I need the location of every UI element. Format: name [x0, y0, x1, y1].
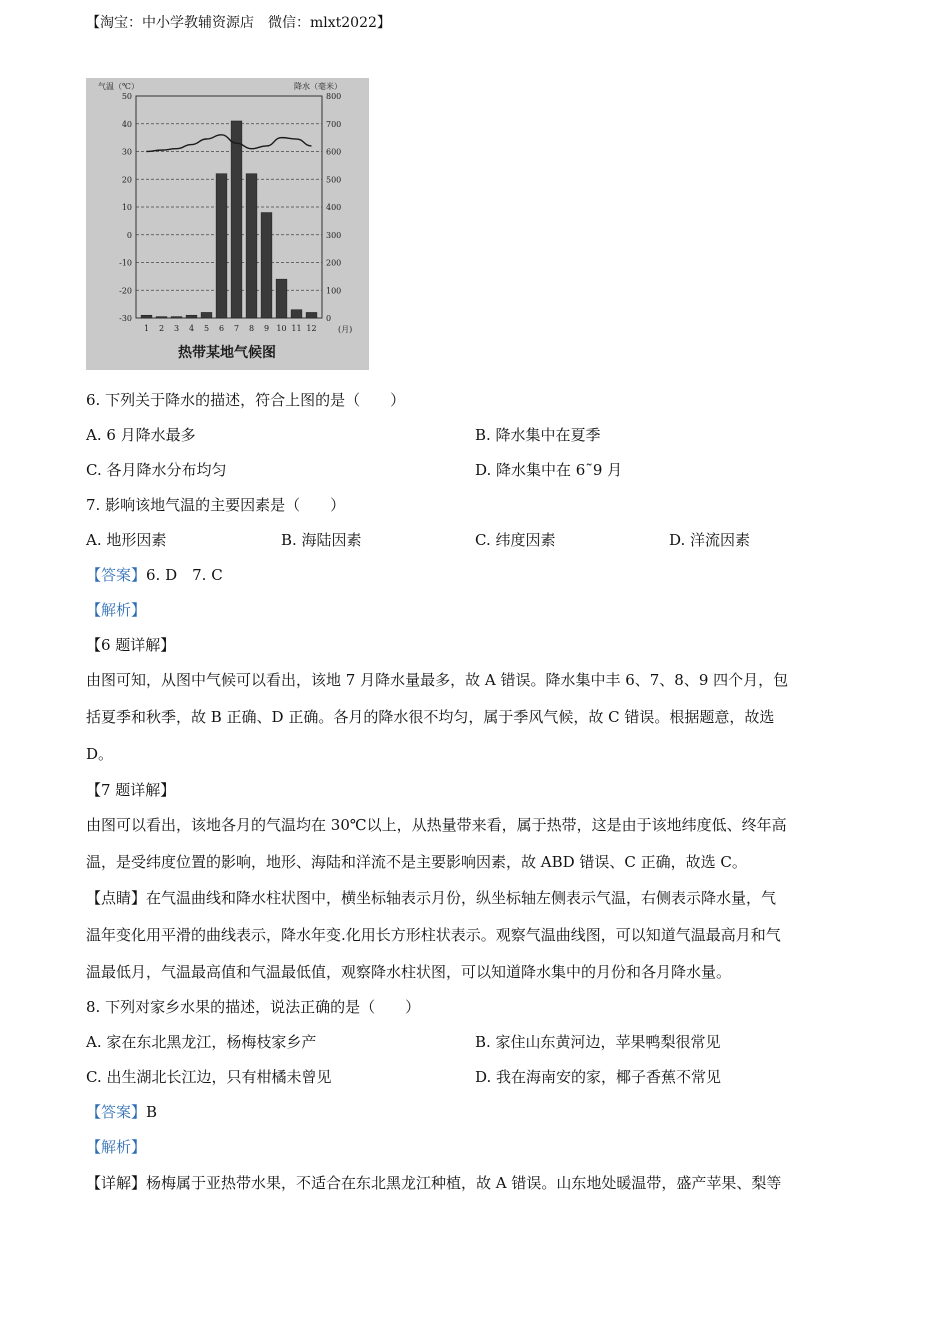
- right-tick-label: 700: [326, 119, 342, 129]
- month-tick-label: 7: [233, 324, 240, 333]
- q8-option-a: A. 家在东北黑龙江，杨梅枝家乡产: [86, 1033, 317, 1051]
- precipitation-bar: [216, 174, 227, 318]
- left-tick-label: 50: [121, 92, 132, 101]
- q7-detail-text-1: 由图可以看出，该地各月的气温均在 30℃以上，从热量带来看，属于热带，这是由于该地纬度低、终年高: [86, 816, 787, 834]
- precipitation-bar: [141, 315, 152, 318]
- question-7-stem: 7. 影响该地气温的主要因素是（ ）: [86, 496, 346, 514]
- q8-option-d: D. 我在海南安的家，椰子香蕉不常见: [475, 1068, 722, 1086]
- month-unit-label: (月): [338, 325, 353, 334]
- q6-option-a: A. 6 月降水最多: [86, 426, 196, 444]
- precipitation-bar: [156, 317, 167, 318]
- q7-option-b: B. 海陆因素: [281, 531, 362, 549]
- month-tick-label: 6: [218, 324, 225, 333]
- left-tick-label: 30: [121, 147, 132, 157]
- left-tick-label: 20: [121, 175, 132, 185]
- tip-text-1: 【点睛】在气温曲线和降水柱状图中，横坐标轴表示月份，纵坐标轴左侧表示气温，右侧表示降水量，气: [86, 889, 777, 907]
- left-tick-label: -30: [119, 314, 132, 323]
- q6-detail-heading: 【6 题详解】: [86, 636, 176, 654]
- q7-detail-text-2: 温，是受纬度位置的影响，地形、海陆和洋流不是主要影响因素，故 ABD 错误、C 正确，故选 C。: [86, 853, 747, 871]
- answer-tag: 【答案】: [86, 1103, 147, 1121]
- q8-option-c: C. 出生湖北长江边，只有柑橘未曾见: [86, 1068, 332, 1086]
- tip-text-3: 温最低月，气温最高值和气温最低值，观察降水柱状图，可以知道降水集中的月份和各月降水量。: [86, 963, 732, 981]
- question-8-stem: 8. 下列对家乡水果的描述，说法正确的是（ ）: [86, 998, 421, 1016]
- right-tick-label: 400: [326, 203, 342, 212]
- precipitation-bar: [201, 312, 212, 318]
- right-tick-label: 100: [326, 286, 342, 296]
- q6-detail-text-2: 括夏季和秋季，故 B 正确、D 正确。各月的降水很不均匀，属于季风气候，故 C 错误。根据题意，故选: [86, 708, 775, 726]
- right-tick-label: 600: [326, 147, 342, 157]
- precipitation-bar: [291, 310, 302, 318]
- right-tick-label: 500: [326, 175, 342, 185]
- right-tick-label: 0: [326, 314, 332, 323]
- page-header: 【淘宝：中小学教辅资源店 微信：mlxt2022】: [86, 15, 391, 31]
- q7-detail-heading: 【7 题详解】: [86, 781, 176, 799]
- right-axis-label: 降水（毫米）: [294, 82, 342, 91]
- climate-chart: [86, 78, 369, 370]
- temperature-curve: [147, 135, 312, 152]
- precipitation-bar: [306, 312, 317, 318]
- precipitation-bar: [246, 174, 257, 318]
- chart-caption: 热带某地气候图: [178, 345, 276, 361]
- left-tick-label: -20: [119, 286, 132, 296]
- q8-option-b: B. 家住山东黄河边，苹果鸭梨很常见: [475, 1033, 721, 1051]
- precipitation-bar: [231, 121, 242, 318]
- left-tick-label: 0: [126, 230, 132, 240]
- left-axis-label: 气温（℃）: [98, 82, 139, 91]
- q7-option-d: D. 洋流因素: [669, 531, 751, 549]
- month-tick-label: 8: [248, 324, 255, 333]
- right-tick-label: 300: [326, 230, 342, 240]
- analysis-tag: 【解析】: [86, 1138, 147, 1156]
- answer-6-7: [86, 565, 223, 585]
- q6-detail-text-1: 由图可知，从图中气候可以看出，该地 7 月降水量最多，故 A 错误。降水集中丰 6、7、8、9 四个月，包: [86, 671, 789, 689]
- month-tick-label: 1: [143, 324, 150, 333]
- left-tick-label: 40: [121, 119, 132, 129]
- analysis-tag: 【解析】: [86, 601, 147, 619]
- answer-8: [86, 1102, 157, 1122]
- month-tick-label: 2: [158, 324, 165, 333]
- q6-option-d: D. 降水集中在 6˜9 月: [475, 461, 623, 479]
- month-tick-label: 12: [306, 324, 317, 333]
- precipitation-bar: [261, 213, 272, 318]
- right-tick-label: 800: [326, 92, 342, 101]
- month-tick-label: 4: [188, 324, 195, 333]
- month-tick-label: 9: [263, 324, 270, 333]
- precipitation-bar: [186, 315, 197, 318]
- month-tick-label: 10: [276, 324, 287, 333]
- q7-option-c: C. 纬度因素: [475, 531, 556, 549]
- month-tick-label: 11: [291, 324, 302, 333]
- precipitation-bar: [171, 317, 182, 318]
- climate-chart-figure: [86, 78, 369, 370]
- answer-text: B: [146, 1103, 158, 1121]
- question-6-stem: 6. 下列关于降水的描述，符合上图的是（ ）: [86, 391, 406, 409]
- q7-option-a: A. 地形因素: [86, 531, 167, 549]
- month-tick-label: 5: [203, 324, 210, 333]
- answer-text: 6. D 7. C: [146, 566, 223, 584]
- left-tick-label: -10: [119, 258, 132, 268]
- right-tick-label: 200: [326, 258, 342, 268]
- q6-option-c: C. 各月降水分布均匀: [86, 461, 227, 479]
- tip-text-2: 温年变化用平滑的曲线表示，降水年变.化用长方形柱状表示。观察气温曲线图，可以知道气温最高月和气: [86, 926, 781, 944]
- left-tick-label: 10: [121, 203, 132, 212]
- answer-tag: 【答案】: [86, 566, 147, 584]
- q6-detail-text-3: D。: [86, 745, 114, 763]
- q6-option-b: B. 降水集中在夏季: [475, 426, 601, 444]
- precipitation-bar: [276, 279, 287, 318]
- month-tick-label: 3: [173, 324, 180, 333]
- q8-detail-text: 【详解】杨梅属于亚热带水果，不适合在东北黑龙江种植，故 A 错误。山东地处暖温带，盛产苹果、梨等: [86, 1174, 782, 1192]
